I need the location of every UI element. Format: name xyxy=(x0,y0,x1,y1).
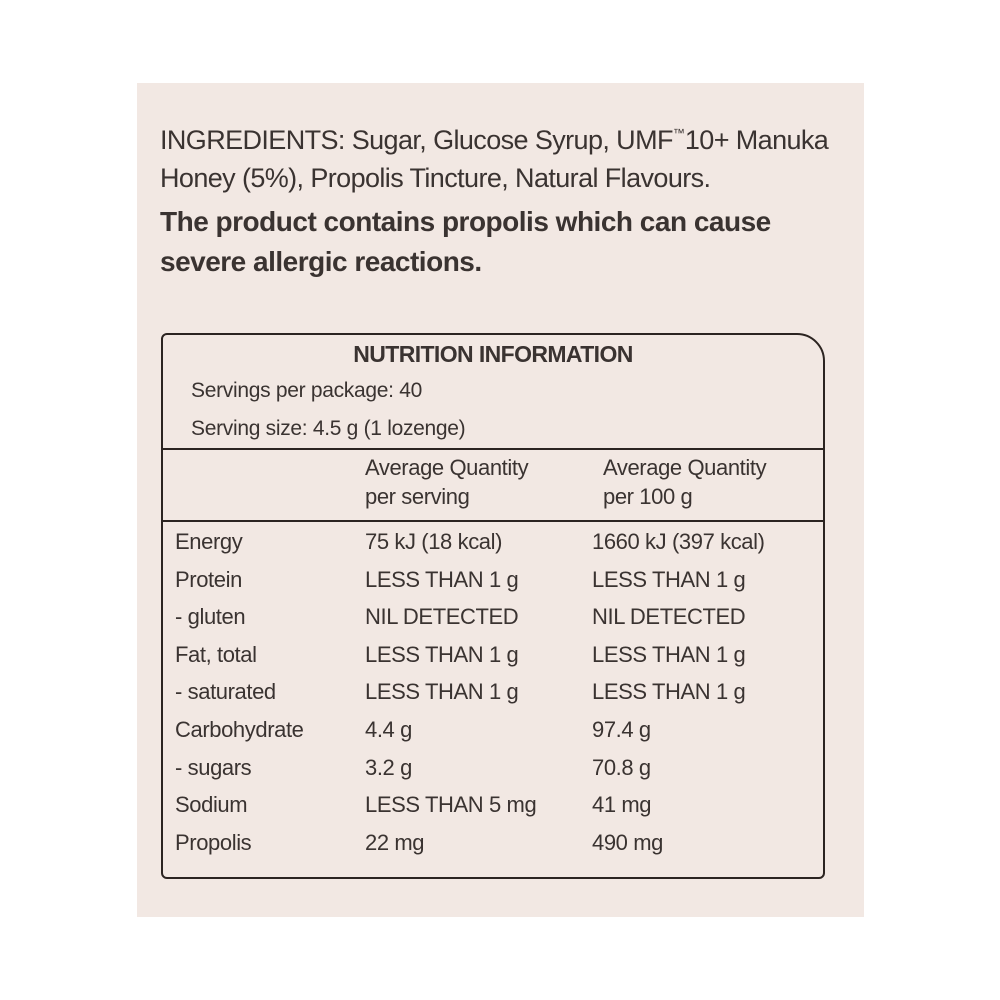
nutrition-title: NUTRITION INFORMATION xyxy=(353,341,633,367)
column-header-per-serving-line2: per serving xyxy=(365,484,470,509)
header-divider xyxy=(163,448,823,450)
table-row xyxy=(163,679,823,716)
allergy-warning: The product contains propolis which can cause severe allergic reactions. xyxy=(160,206,771,277)
table-row xyxy=(163,529,823,566)
nutrition-information-panel xyxy=(161,333,825,879)
trademark-symbol: ™ xyxy=(672,126,685,140)
per-serving-value: NIL DETECTED xyxy=(365,604,519,630)
nutrient-name: Fat, total xyxy=(175,641,257,667)
nutrient-name: Carbohydrate xyxy=(175,717,304,742)
per-100g-value: 70.8 g xyxy=(592,754,651,780)
column-header-per-100g-line2: per 100 g xyxy=(603,484,693,509)
nutrient-name: - saturated xyxy=(175,679,276,705)
nutrient-name: - gluten xyxy=(175,604,246,630)
per-100g-value: 1660 kJ (397 kcal) xyxy=(592,529,765,554)
per-100g-value: 490 mg xyxy=(592,829,663,855)
per-serving-value: LESS THAN 1 g xyxy=(365,566,519,592)
per-100g-value: LESS THAN 1 g xyxy=(592,679,746,705)
ingredients-text xyxy=(160,114,850,197)
nutrient-name: Sodium xyxy=(175,792,248,818)
servings-per-package: Servings per package: 40 xyxy=(191,379,422,402)
nutrient-name: Propolis xyxy=(175,829,252,855)
per-100g-value: 97.4 g xyxy=(592,717,651,742)
per-100g-value: LESS THAN 1 g xyxy=(592,566,746,592)
serving-size: Serving size: 4.5 g (1 lozenge) xyxy=(191,417,466,440)
table-row xyxy=(163,567,823,604)
per-serving-value: 3.2 g xyxy=(365,754,412,780)
table-row xyxy=(163,717,823,754)
table-row xyxy=(163,830,823,867)
nutrient-name: Energy xyxy=(175,529,243,554)
nutrient-name: - sugars xyxy=(175,754,252,780)
table-row xyxy=(163,755,823,792)
column-header-per-serving xyxy=(365,453,528,511)
column-header-divider xyxy=(163,520,823,522)
table-row xyxy=(163,642,823,679)
per-serving-value: 22 mg xyxy=(365,829,425,855)
nutrient-name: Protein xyxy=(175,566,242,592)
ingredients-list-part1: : Sugar, Glucose Syrup, UMF xyxy=(337,125,673,155)
column-header-per-serving-line1: Average Quantity xyxy=(365,455,529,480)
ingredients-label: INGREDIENTS xyxy=(160,125,338,155)
table-row xyxy=(163,604,823,641)
column-header-per-100g-line1: Average Quantity xyxy=(603,455,767,480)
per-100g-value: LESS THAN 1 g xyxy=(592,641,746,667)
column-header-per-100g xyxy=(603,453,766,511)
per-serving-value: LESS THAN 5 mg xyxy=(365,792,537,818)
per-serving-value: 4.4 g xyxy=(365,717,412,742)
ingredients-list-part2: 10+ Manuka Honey (5%), Propolis Tincture, Natural Flavours. xyxy=(160,125,829,193)
per-serving-value: LESS THAN 1 g xyxy=(365,679,519,705)
table-row xyxy=(163,792,823,829)
per-serving-value: 75 kJ (18 kcal) xyxy=(365,529,503,554)
per-serving-value: LESS THAN 1 g xyxy=(365,641,519,667)
per-100g-value: 41 mg xyxy=(592,792,652,818)
per-100g-value: NIL DETECTED xyxy=(592,604,746,630)
